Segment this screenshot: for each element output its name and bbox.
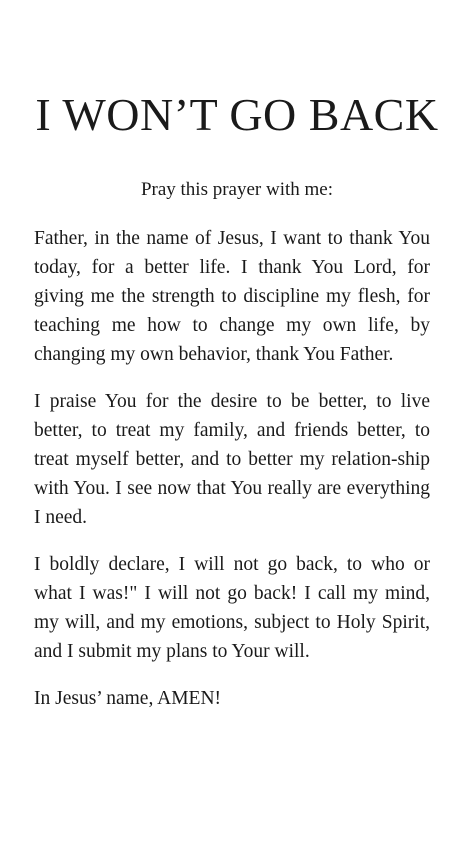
prayer-body <box>34 224 430 713</box>
prayer-paragraph-3: I boldly declare, I will not go back, to who or what I was!" I will not go back! I call my mind, my will, and my emotions, subject to Holy Spirit, and I submit my plans to Your will. <box>34 554 430 662</box>
prayer-closing: In Jesus’ name, AMEN! <box>34 688 222 709</box>
prayer-paragraph-1: Father, in the name of Jesus, I want to thank You today, for a better life. I thank You Lord, for giving me the strength to discipline my flesh, for teaching me how to change my own life, by changing my own behavior, thank You Father. <box>34 228 430 365</box>
prayer-intro: Pray this prayer with me: <box>140 179 334 200</box>
prayer-paragraph-2: I praise You for the desire to be better, to live better, to treat my family, and friends better, to treat myself better, and to better my relation-ship with You. I see now that You really are everything I need. <box>34 391 430 528</box>
page-title: I WON’T GO BACK <box>35 89 439 140</box>
